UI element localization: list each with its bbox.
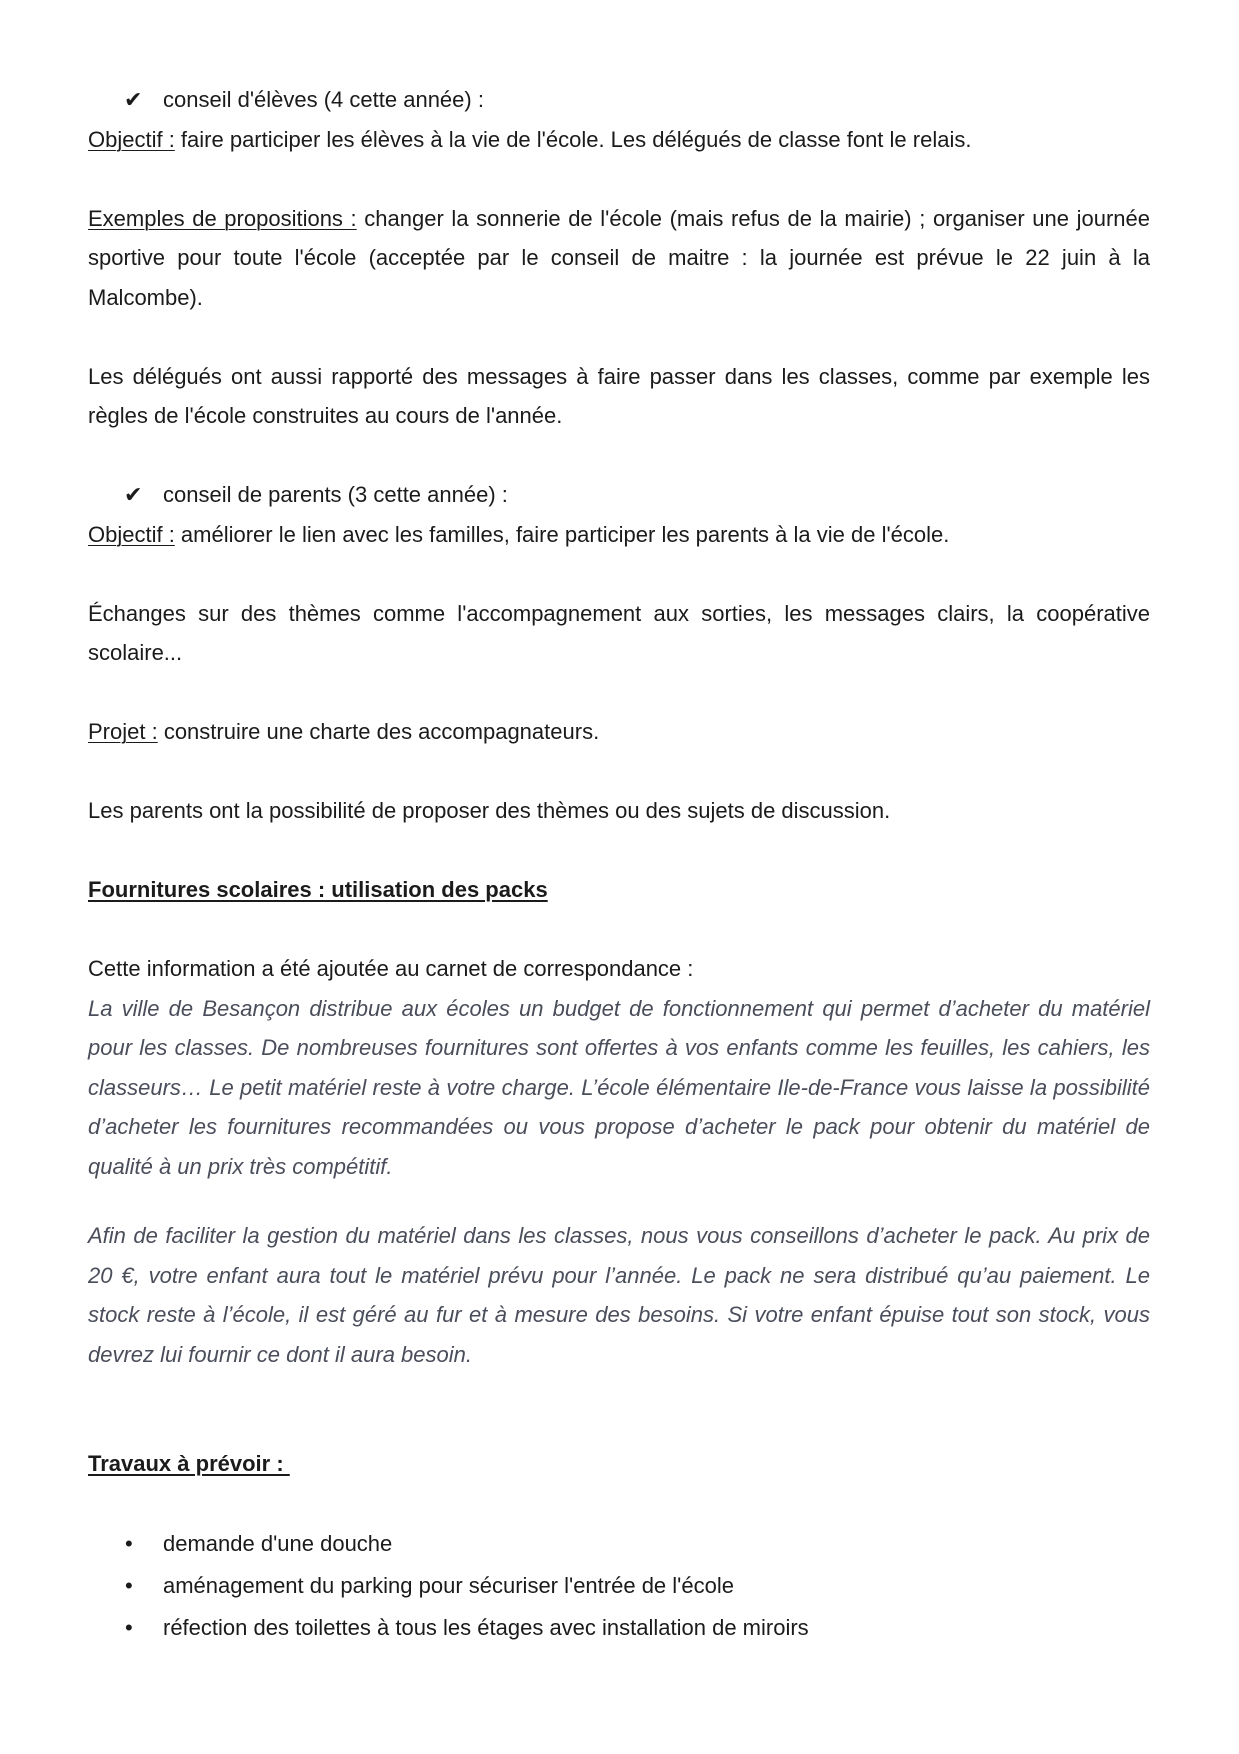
- echanges-paragraph: Échanges sur des thèmes comme l'accompagnement aux sorties, les messages clairs, la coopérative scolaire...: [88, 600, 1150, 665]
- objectif-text: améliorer le lien avec les familles, faire participer les parents à la vie de l'école.: [174, 521, 950, 547]
- objectif-label: Objectif :: [88, 521, 175, 547]
- fournitures-heading-text: Fournitures scolaires : utilisation des packs: [88, 877, 548, 902]
- objectif-eleves-paragraph: [88, 120, 1150, 160]
- conseil-parents-item: [88, 475, 1150, 515]
- projet-label: Projet :: [88, 719, 158, 744]
- objectif-parents-paragraph: [88, 515, 1150, 555]
- exemples-text: changer la sonnerie de l'école (mais refus de la mairie) ; organiser une journée sportive pour toute l'école (acceptée par le conseil de maitre : la journée est prévue le 22 juin à la Malcombe).: [88, 205, 1151, 310]
- objectif-label: Objectif :: [88, 126, 175, 152]
- list-item-text: aménagement du parking pour sécuriser l'entrée de l'école: [163, 1572, 734, 1598]
- list-item: [88, 1565, 1150, 1607]
- list-item-text: demande d'une douche: [163, 1530, 393, 1556]
- document-page: [88, 80, 1150, 1649]
- projet-paragraph: [88, 712, 1150, 752]
- fournitures-intro: Cette information a été ajoutée au carnet de correspondance :: [88, 956, 694, 981]
- fournitures-heading: [88, 870, 1150, 910]
- list-item-text: réfection des toilettes à tous les étages avec installation de miroirs: [163, 1614, 809, 1640]
- exemples-paragraph: [88, 199, 1150, 318]
- travaux-heading-text: Travaux à prévoir :: [88, 1450, 290, 1476]
- messages-paragraph: Les délégués ont aussi rapporté des messages à faire passer dans les classes, comme par exemple les règles de l'école construites au cours de l'année.: [88, 363, 1150, 428]
- list-item: [88, 1523, 1150, 1565]
- possibilite-paragraph: Les parents ont la possibilité de proposer des thèmes ou des sujets de discussion.: [88, 798, 891, 823]
- exemples-label: Exemples de propositions :: [88, 205, 357, 231]
- checkmark-icon: ✔: [124, 87, 143, 112]
- fournitures-quote-2: Afin de faciliter la gestion du matériel dans les classes, nous vous conseillons d’acheter le pack. Au prix de 20 €, votre enfant aura tout le matériel prévu pour l’année. Le pack ne sera distribué qu’au paiement. Le stock reste à l’école, il est géré au fur et à mesure des besoins. Si votre enfant épuise tout son stock, vous devrez lui fournir ce dont il aura besoin.: [88, 1223, 1150, 1367]
- checkmark-icon: ✔: [124, 482, 143, 507]
- fournitures-quote-1: La ville de Besançon distribue aux écoles un budget de fonctionnement qui permet d’acheter du matériel pour les classes. De nombreuses fournitures sont offertes à vos enfants comme les feuilles, les cahiers, les classeurs… Le petit matériel reste à votre charge. L’école élémentaire Ile-de-France vous laisse la possibilité d’acheter les fournitures recommandées ou vous propose d’acheter le pack pour obtenir du matériel de qualité à un prix très compétitif.: [88, 995, 1150, 1179]
- conseil-eleves-item: [88, 80, 1150, 120]
- objectif-text: faire participer les élèves à la vie de l'école. Les délégués de classe font le relais.: [174, 126, 972, 152]
- list-item: [88, 1607, 1150, 1649]
- travaux-heading: [88, 1444, 1150, 1484]
- travaux-list: [88, 1523, 1150, 1649]
- conseil-parents-title: conseil de parents (3 cette année) :: [163, 482, 508, 507]
- bullet-icon: •: [125, 1530, 133, 1556]
- bullet-icon: •: [125, 1572, 133, 1598]
- bullet-icon: •: [125, 1614, 133, 1640]
- conseil-eleves-title: conseil d'élèves (4 cette année) :: [163, 87, 484, 112]
- projet-text: construire une charte des accompagnateurs.: [157, 719, 600, 744]
